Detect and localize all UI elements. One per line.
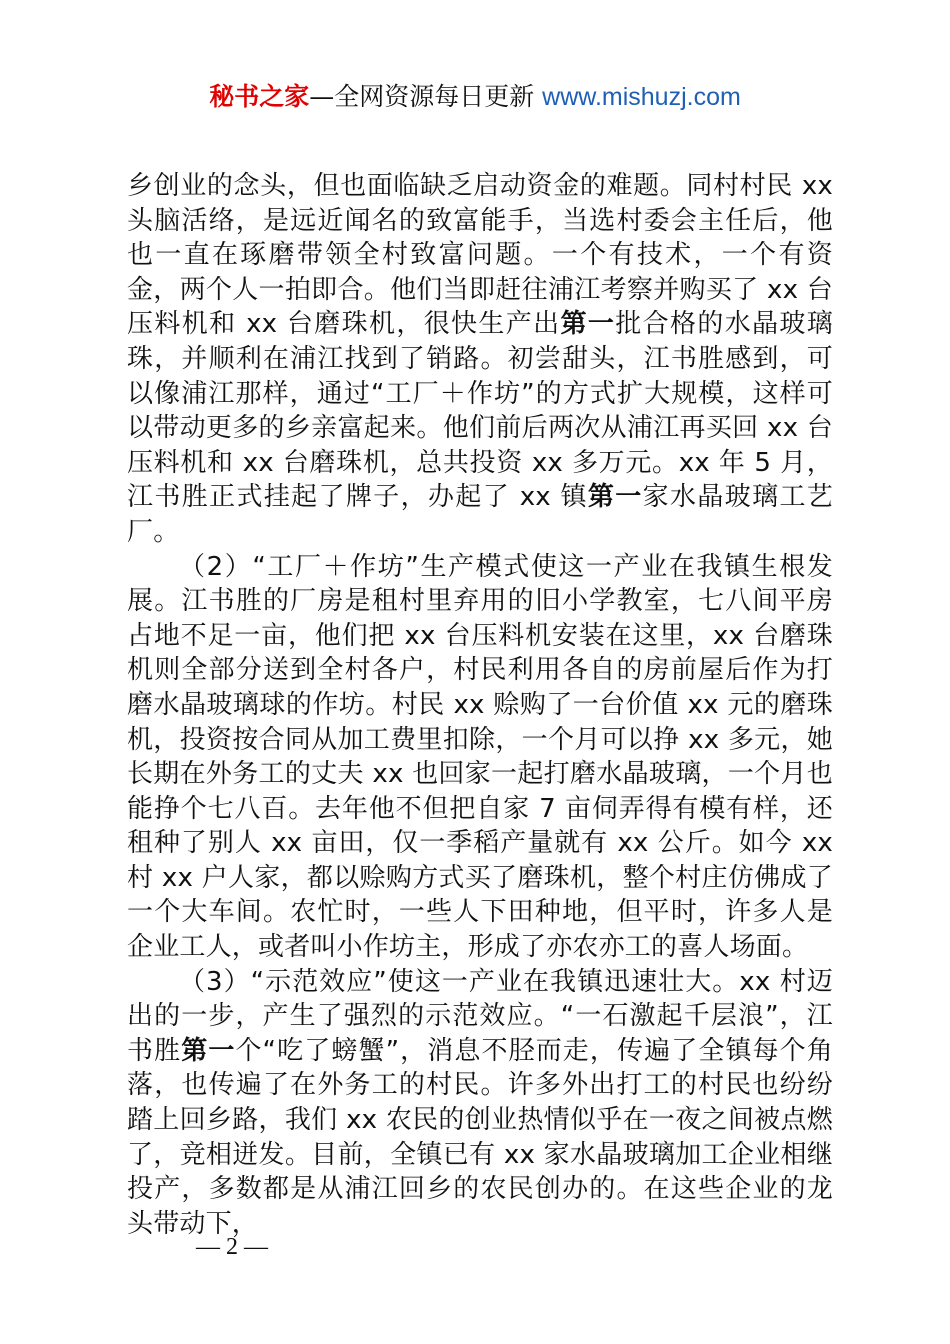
header-tagline: —全网资源每日更新 <box>309 82 543 111</box>
site-header <box>0 80 950 114</box>
document-body <box>127 169 833 1241</box>
paragraph <box>127 550 833 965</box>
paragraph <box>127 965 833 1242</box>
paragraph-text: 乡创业的念头，但也面临缺乏启动资金的难题。同村村民 xx 头脑活络，是远近闻名的致富能手，当选村委会主任后，他也一直在琢磨带领全村致富问题。一个有技术，一个有资金，两个人一拍即合。他们当即赶往浦江考察并购买了 xx 台压料机和 xx 台磨珠机，很快生产出 <box>127 171 833 340</box>
paragraph-text: 批合格的水晶玻璃珠，并顺利在浦江找到了销路。初尝甜头，江书胜感到，可以像浦江那样，通过“工厂＋作坊”的方式扩大规模，这样可以带动更多的乡亲富起来。他们前后两次从浦江再买回 xx 台压料机和 xx 台磨珠机，总共投资 xx 多万元。xx 年 5 月，江书胜正式挂起了牌子，办起了 xx 镇 <box>127 309 833 513</box>
paragraph-text: 家水晶玻璃工艺厂。 <box>127 482 834 547</box>
paragraph <box>127 169 833 550</box>
paragraph-text: 个“吃了螃蟹”，消息不胫而走，传遍了全镇每个角落，也传遍了在外务工的村民。许多外出打工的村民也纷纷踏上回乡路，我们 xx 农民的创业热情似乎在一夜之间被点燃了，竞相迸发。目前，全镇已有 xx 家水晶玻璃加工企业相继投产，多数都是从浦江回乡的农民创办的。在这些企业的龙头带动下， <box>127 1035 833 1239</box>
paragraph-text: （2）“工厂＋作坊”生产模式使这一产业在我镇生根发展。江书胜的厂房是租村里弃用的旧小学教室，七八间平房占地不足一亩，他们把 xx 台压料机安装在这里，xx 台磨珠机则全部分送到全村各户，村民利用各自的房前屋后作为打磨水晶玻璃球的作坊。村民 xx 赊购了一台价值 xx 元的磨珠机，投资按合同从加工费里扣除，一个月可以挣 xx 多元，她长期在外务工的丈夫 xx 也回家一起打磨水晶玻璃，一个月也能挣个七八百。去年他不但把自家 7 亩伺弄得有模有样，还租种了别人 xx 亩田，仅一季稻产量就有 xx 公斤。如今 xx 村 xx 户人家，都以赊购方式买了磨珠机，整个村庄仿佛成了一个大车间。农忙时，一些人下田种地，但平时，许多人是企业工人，或者叫小作坊主，形成了亦农亦工的喜人场面。 <box>127 551 833 963</box>
page-number: — 2 — <box>196 1234 268 1260</box>
bold-text: 第一 <box>587 482 643 513</box>
bold-text: 第一 <box>181 1035 236 1066</box>
brand-name: 秘书之家 <box>209 82 310 111</box>
bold-text: 第一 <box>560 309 616 340</box>
paragraph-text: （3）“示范效应”使这一产业在我镇迅速壮大。xx 村迈出的一步，产生了强烈的示范效应。“一石激起千层浪”，江书胜 <box>127 966 833 1066</box>
site-url[interactable]: www.mishuzj.com <box>542 83 741 111</box>
